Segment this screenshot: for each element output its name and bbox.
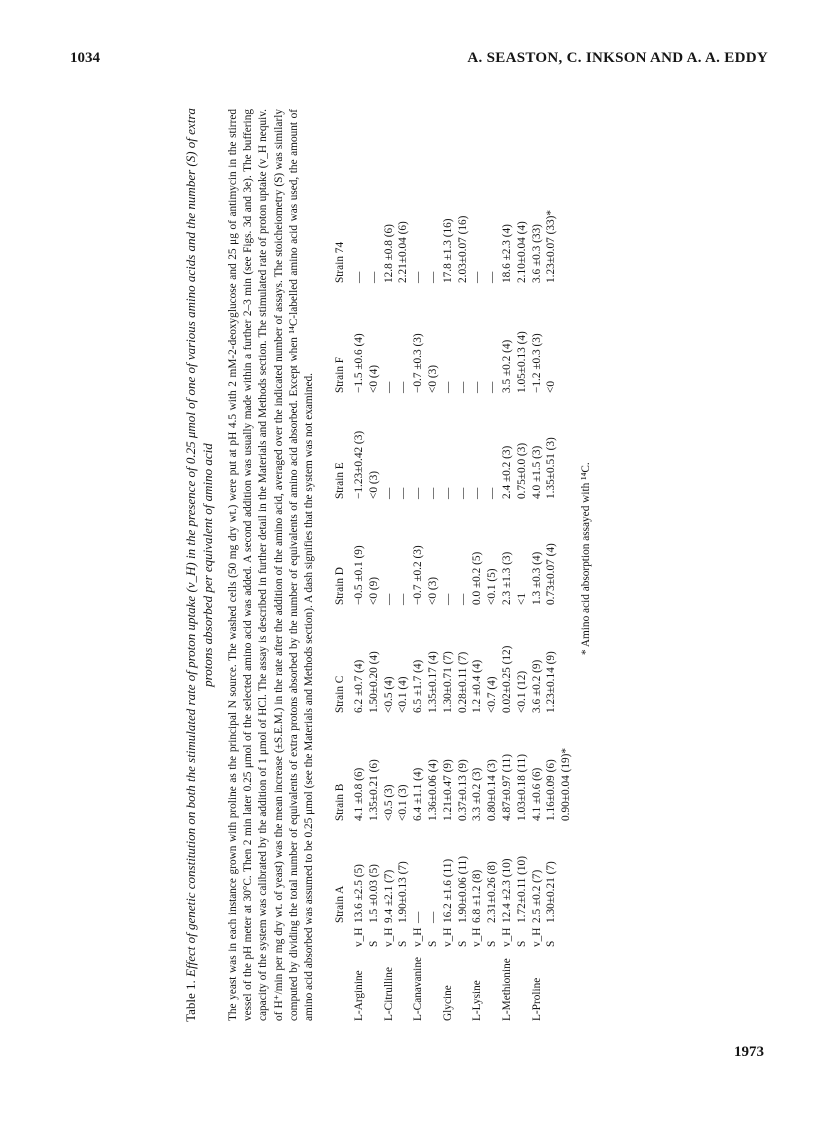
table-header-row: [333, 133, 352, 1021]
measure-symbol: v_H: [412, 927, 425, 947]
table-cell: 1.23±0.14 (9): [545, 651, 558, 713]
table-cell: 1.03±0.18 (11): [515, 754, 528, 821]
table-label: Table 1.: [183, 980, 198, 1022]
table-cell: —: [456, 381, 469, 393]
table-block: [180, 95, 640, 1035]
header-cell-strain-c: Strain C: [334, 675, 347, 713]
table-cell: [559, 499, 574, 605]
table-cell: 1.35±0.51 (3): [545, 437, 558, 499]
table-row: [441, 133, 456, 1021]
running-head-authors: A. SEASTON, C. INKSON AND A. A. EDDY: [467, 50, 768, 66]
table-row: [352, 133, 367, 1021]
amino-acid-label: L-Methionine: [500, 958, 513, 1021]
header-cell: [333, 947, 352, 1021]
table-cell: 2.03±0.07 (16): [456, 215, 469, 283]
table-cell: 3.5 ±0.2 (4): [500, 339, 513, 393]
table-row: [530, 133, 545, 1021]
table-cell: <0.1 (4): [397, 676, 410, 713]
table-row: [544, 133, 559, 1021]
table-cell: −0.7 ±0.3 (3): [412, 333, 425, 393]
table-cell: 9.4 ±2.1 (7): [382, 869, 395, 923]
table-cell: −1.5 ±0.6 (4): [353, 333, 366, 393]
table-cell: 1.35±0.21 (6): [367, 759, 380, 821]
table-cell: —: [412, 271, 425, 283]
table-cell: 16.2 ±1.6 (11): [441, 858, 454, 923]
measure-symbol: v_H: [441, 927, 454, 947]
table-cell: 0.0 ±0.2 (5): [471, 551, 484, 605]
table-footnote: * Amino acid absorption assayed with ¹⁴C.: [579, 462, 592, 655]
table-cell: 2.10±0.04 (4): [515, 221, 528, 283]
table-cell: <0 (3): [367, 470, 380, 499]
amino-acid-label: L-Canavanine: [412, 957, 425, 1021]
measure-symbol: v_H: [530, 927, 543, 947]
table-cell: <0: [545, 380, 558, 393]
table-cell: 4.87±0.97 (11): [500, 754, 513, 821]
table-cell: 0.37±0.13 (9): [456, 759, 469, 821]
table-cell: [559, 821, 574, 923]
table-cell: 6.5 ±1.7 (4): [412, 659, 425, 713]
measure-symbol: v_H: [471, 927, 484, 947]
table-cell: —: [382, 487, 395, 499]
rotated-table-area: [180, 95, 640, 1035]
table-cell: 1.2 ±0.4 (4): [471, 659, 484, 713]
table-cell: 0.73±0.07 (4): [545, 543, 558, 605]
table-cell: 13.6 ±2.5 (5): [353, 864, 366, 923]
table-cell: —: [486, 381, 499, 393]
table-cell: [559, 133, 574, 283]
table-cell: 1.05±0.13 (4): [515, 331, 528, 393]
table-cell: 1.21±0.47 (9): [441, 759, 454, 821]
table-cell: 6.2 ±0.7 (4): [353, 659, 366, 713]
table-cell: 1.3 ±0.3 (4): [530, 551, 543, 605]
amino-acid-label: [515, 947, 530, 1021]
amino-acid-label: L-Arginine: [353, 970, 366, 1021]
amino-acid-label: [485, 947, 500, 1021]
table-row: [426, 133, 441, 1021]
page-number: 1034: [70, 50, 100, 66]
measure-symbol: S: [367, 940, 380, 947]
table-cell: —: [427, 911, 439, 923]
table-cell: 1.35±0.17 (4): [427, 651, 439, 713]
measure-symbol: v_H: [353, 927, 366, 947]
table-cell: 2.31±0.26 (8): [486, 861, 499, 923]
table-cell: <0 (9): [367, 576, 380, 605]
table-cell: 0.28±0.11 (7): [456, 651, 469, 713]
table-caption: Effect of genetic constitution on both the stimulated rate of proton uptake (v_H) in the presence of 0.25 μmol of one of various amino acids and the number (S) of extra protons absorbed per equivalent of amino acid: [183, 108, 215, 977]
table-cell: 1.50±0.20 (4): [367, 651, 380, 713]
header-cell-strain-b: Strain B: [334, 783, 347, 821]
amino-acid-label: [456, 947, 471, 1021]
amino-acid-label: [396, 947, 411, 1021]
table-cell: <0.1 (12): [515, 670, 528, 713]
table-cell: <0 (4): [367, 364, 380, 393]
header-cell-strain-74: Strain 74: [334, 241, 347, 283]
table-cell: [559, 393, 574, 499]
table-row: [559, 133, 574, 1021]
table-row: [456, 133, 471, 1021]
table-cell: 18.6 ±2.3 (4): [500, 224, 513, 283]
table-cell: 6.4 ±1.1 (4): [412, 767, 425, 821]
table-cell: —: [412, 911, 425, 923]
table-cell: [559, 605, 574, 713]
amino-acid-label: [544, 947, 559, 1021]
table-cell: 4.1 ±0.6 (6): [530, 767, 543, 821]
measure-symbol: S: [545, 940, 558, 947]
measure-symbol: S: [515, 940, 528, 947]
table-cell: 1.16±0.09 (6): [545, 759, 558, 821]
table-cell: —: [441, 487, 454, 499]
table-cell: —: [456, 593, 469, 605]
table-cell: —: [486, 487, 499, 499]
table-row: [500, 133, 515, 1021]
table-cell: 1.5 ±0.03 (5): [367, 864, 380, 923]
table-cell: <0.5 (3): [382, 784, 395, 821]
table-cell: −0.7 ±0.2 (3): [412, 545, 425, 605]
table-row: [515, 133, 530, 1021]
table-cell: <0.5 (4): [382, 676, 395, 713]
table-cell: 6.8 ±1.2 (8): [471, 869, 484, 923]
table-cell: 17.8 ±1.3 (16): [441, 218, 454, 283]
table-cell: 12.4 ±2.3 (10): [500, 858, 513, 923]
table-title: [182, 103, 216, 1027]
table-cell: 2.5 ±0.2 (7): [530, 869, 543, 923]
table-cell: 0.90±0.04 (19)*: [560, 747, 573, 821]
table-cell: —: [427, 271, 439, 283]
table-cell: —: [471, 381, 484, 393]
table-cell: 4.0 ±1.5 (3): [530, 445, 543, 499]
table-cell: —: [412, 487, 425, 499]
measure-symbol: S: [427, 940, 439, 947]
table-row: [485, 133, 500, 1021]
measure-symbol: v_H: [382, 927, 395, 947]
table-cell: <1: [515, 592, 528, 605]
amino-acid-label: [367, 947, 382, 1021]
table-cell: 1.36±0.06 (4): [427, 759, 439, 821]
amino-acid-label: [559, 947, 574, 1021]
table-cell: 4.1 ±0.8 (6): [353, 767, 366, 821]
table-cell: —: [353, 271, 366, 283]
table-cell: —: [486, 271, 499, 283]
measure-symbol: S: [486, 940, 499, 947]
amino-acid-label: L-Citrulline: [382, 967, 395, 1021]
table-cell: 3.6 ±0.2 (9): [530, 659, 543, 713]
table-cell: 1.23±0.07 (33)*: [545, 209, 558, 283]
amino-acid-label: Glycine: [441, 985, 454, 1021]
table-row: [382, 133, 397, 1021]
table-cell: 2.21±0.04 (6): [397, 221, 410, 283]
table-cell: 3.3 ±0.2 (3): [471, 767, 484, 821]
table-cell: −0.5 ±0.1 (9): [353, 545, 366, 605]
table-cell: —: [382, 593, 395, 605]
table-cell: 3.6 ±0.3 (33): [530, 224, 543, 283]
table-cell: —: [471, 487, 484, 499]
table-cell: —: [456, 487, 469, 499]
table-cell: 1.30±0.71 (7): [441, 651, 454, 713]
table-cell: —: [397, 593, 410, 605]
measure-symbol: [559, 923, 574, 947]
footer-year: 1973: [734, 1044, 764, 1060]
table-cell: —: [367, 271, 380, 283]
table-cell: 0.80±0.14 (3): [486, 759, 499, 821]
table-cell: 1.72±0.11 (10): [515, 856, 528, 923]
table-row: [411, 133, 426, 1021]
measure-symbol: S: [456, 940, 469, 947]
table-cell: −1.2 ±0.3 (3): [530, 333, 543, 393]
data-table: [333, 133, 574, 1021]
table-cell: —: [382, 381, 395, 393]
table-cell: —: [441, 381, 454, 393]
amino-acid-label: [426, 947, 441, 1021]
measure-symbol: v_H: [500, 927, 513, 947]
table-body: [352, 133, 574, 1021]
table-cell: 1.30±0.21 (7): [545, 861, 558, 923]
table-cell: 1.90±0.06 (11): [456, 856, 469, 923]
running-header: [70, 50, 768, 72]
table-cell: 2.4 ±0.2 (3): [500, 445, 513, 499]
table-cell: —: [397, 381, 410, 393]
table-cell: —: [427, 487, 439, 499]
table-cell: <0.7 (4): [486, 676, 499, 713]
table-cell: —: [441, 593, 454, 605]
amino-acid-label: L-Lysine: [471, 980, 484, 1021]
table-cell: <0.1 (5): [486, 568, 499, 605]
table-cell: —: [397, 487, 410, 499]
table-cell: <0 (3): [427, 576, 439, 605]
header-cell-strain-d: Strain D: [334, 567, 347, 605]
table-cell: —: [471, 271, 484, 283]
table-cell: [559, 283, 574, 393]
table-cell: 12.8 ±0.8 (6): [382, 224, 395, 283]
table-legend: The yeast was in each instance grown with proline as the principal N source. The washed cells (50 mg dry wt.) were put at pH 4.5 with 2 mM-2-deoxyglucose and 25 μg of antimycin in the stirred vessel of the pH meter at 30°C. Then 2 min later 0.25 μmol of the selected amino acid was added. A second addition was usually made within a further 2–3 min (see Figs. 3d and 3e). The buffering capacity of the system was calibrated by the addition of 1 μmol of HCl. The assay is described in further detail in the Materials and Methods section. The stimulated rate of proton uptake (v_H nequiv. of H⁺/min per mg dry wt. of yeast) was the mean increase (±S.E.M.) in the rate after the addition of the amino acid, averaged over the indicated number of assays. The stoicheiometry (S) was similarly computed by dividing the total number of equivalents of extra protons absorbed by the number of equivalents of amino acid absorbed. Except when ¹⁴C-labelled amino acid was used, the amount of amino acid absorbed was assumed to be 0.25 μmol (see the Materials and Methods section). A dash signifies that the system was not examined.: [227, 109, 316, 1021]
table-row: [396, 133, 411, 1021]
header-cell: [333, 923, 352, 947]
header-cell-strain-f: Strain F: [334, 356, 347, 393]
header-cell-strain-e: Strain E: [334, 462, 347, 499]
table-row: [367, 133, 382, 1021]
table-cell: −1.23±0.42 (3): [353, 430, 366, 499]
header-cell-strain-a: Strain A: [334, 885, 347, 923]
table-cell: 0.02±0.25 (12): [500, 645, 513, 713]
table-row: [470, 133, 485, 1021]
table-cell: 0.75±0.0 (3): [515, 442, 528, 499]
table-cell: 2.3 ±1.3 (3): [500, 551, 513, 605]
amino-acid-label: L-Proline: [530, 977, 543, 1021]
table-cell: <0.1 (3): [397, 784, 410, 821]
table-cell: <0 (3): [427, 364, 439, 393]
table-cell: 1.90±0.13 (7): [397, 861, 410, 923]
measure-symbol: S: [397, 940, 410, 947]
